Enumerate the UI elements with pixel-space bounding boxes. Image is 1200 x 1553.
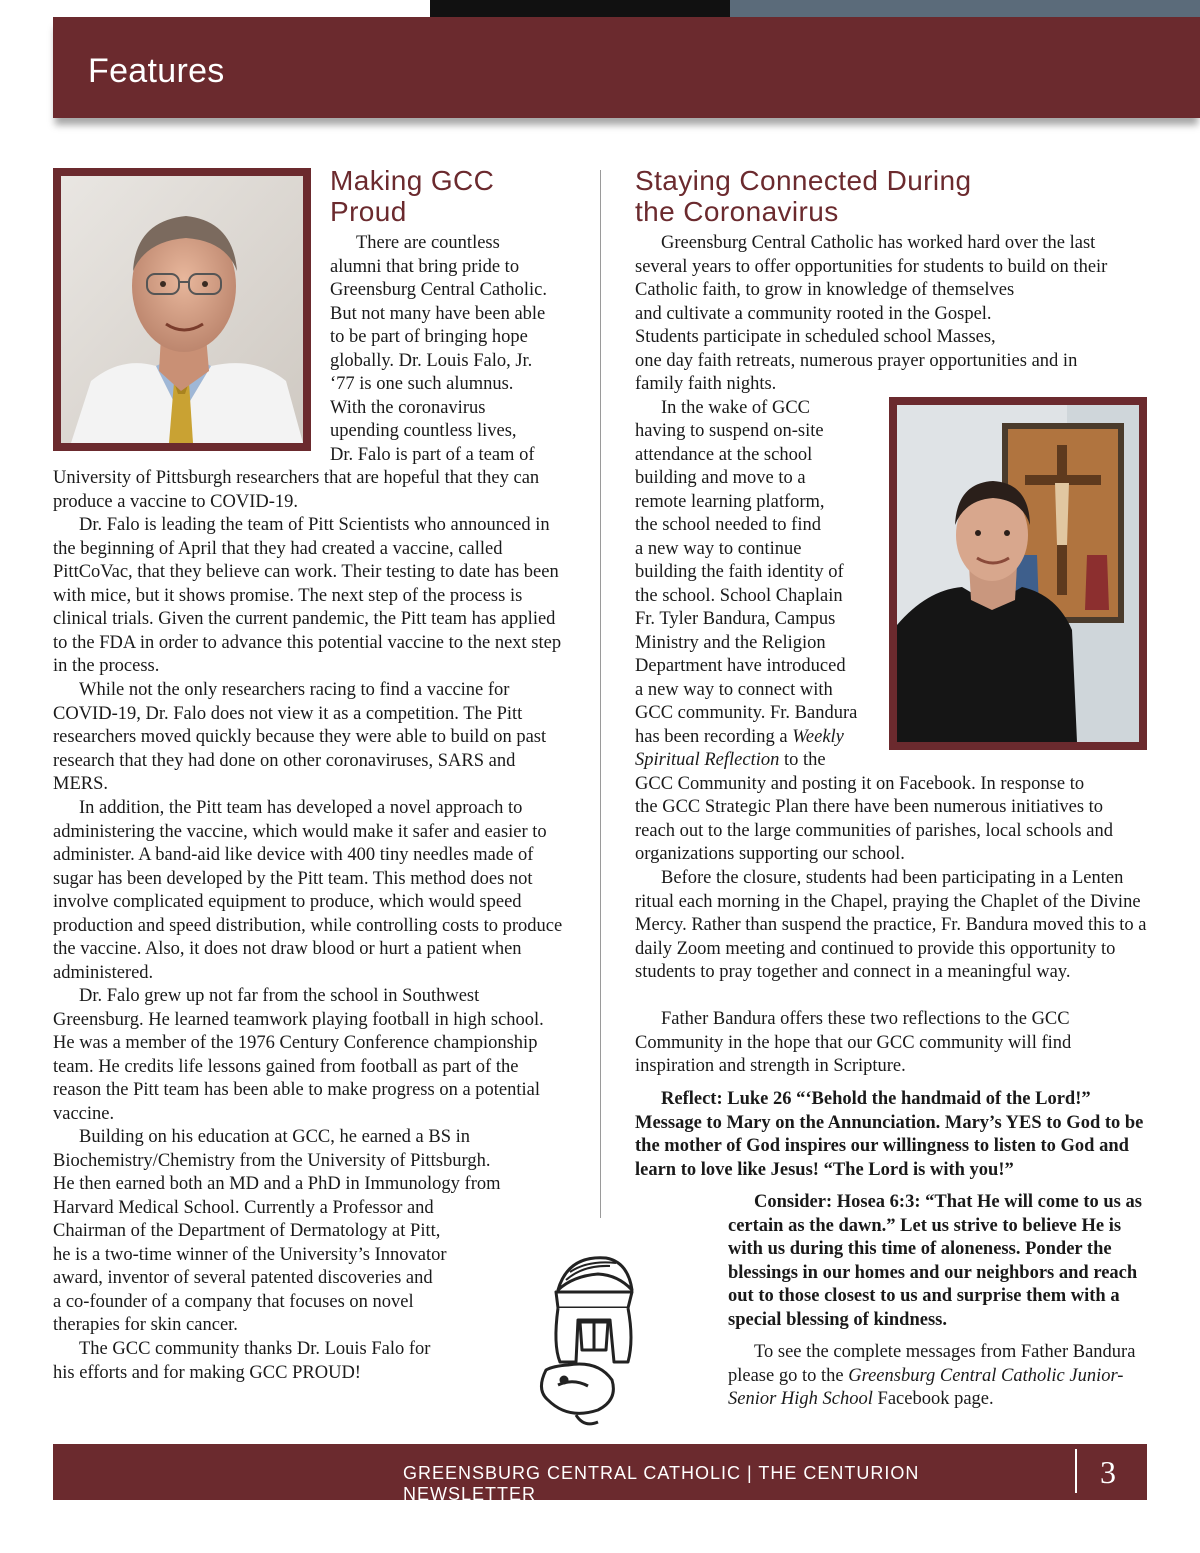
text-line: the school. School Chaplain: [635, 585, 843, 606]
headline-line-1: Staying Connected During: [635, 165, 972, 196]
text-line: his efforts and for making GCC PROUD!: [53, 1362, 361, 1383]
text-line: Department have introduced: [635, 656, 846, 676]
italic-title-part: Spiritual Reflection: [635, 750, 780, 770]
closing-paragraph: [728, 1341, 1146, 1412]
text-line: one day faith retreats, numerous prayer opportunities and in: [635, 350, 1078, 371]
consider-block: Consider: Hosea 6:3: “That He will come to us as certain as the dawn.” Let us strive to believe He is with us during this time of aloneness. Ponder the blessings in our homes and our neighbors and reach out to those closest to us and surprise them with a special blessing of kindness.: [728, 1192, 1142, 1330]
bandura-photo: [889, 397, 1147, 750]
text-line: [635, 749, 826, 773]
text-line: GCC Community and posting it on Facebook. In response to: [635, 773, 1085, 794]
text-line: The GCC community thanks Dr. Louis Falo for: [79, 1339, 431, 1359]
header-band: [53, 17, 1200, 118]
text-line: Students participate in scheduled school Masses,: [635, 327, 996, 347]
text-run: has been recording a: [635, 726, 793, 747]
text-line: attendance at the school: [635, 444, 813, 465]
text-line: the GCC Strategic Plan there have been numerous initiatives to: [635, 797, 1104, 817]
text-line: remote learning platform,: [635, 491, 825, 512]
text-line: upending countless lives,: [330, 421, 517, 441]
right-paragraph-4: Father Bandura offers these two reflections to the GCC Community in the hope that our GCC community will find inspiration and strength in Scripture.: [635, 1009, 1072, 1076]
footer-divider: [1075, 1449, 1077, 1493]
text-line: Fr. Tyler Bandura, Campus: [635, 609, 836, 629]
text-line: GCC community. Fr. Bandura: [635, 703, 858, 723]
column-divider: [600, 170, 601, 1218]
text-line: There are countless: [356, 233, 500, 253]
text-line: Catholic faith, to grow in knowledge of themselves: [635, 280, 1015, 300]
falo-photo: [53, 168, 311, 451]
portrait-illustration: [61, 176, 303, 443]
reflect-block: Reflect: Luke 26 “‘Behold the handmaid of the Lord!” Message to Mary on the Annunciation. Mary’s YES to God to be the mother of God inspires our willingness to listen to God and learn to love like Jesus! “The Lord is with you!”: [635, 1089, 1144, 1180]
right-paragraph-3: Before the closure, students had been participating in a Lenten ritual each morning in the Chapel, praying the Chaplet of the Divine Mercy. Rather than suspend the practice, Fr. Bandura moved this to a daily Zoom meeting and continued to provide this opportunity to students to pray together and connect in a meaningful way.: [635, 868, 1147, 982]
text-line: several years to offer opportunities for students to build on their: [635, 256, 1108, 277]
text-line: therapies for skin cancer.: [53, 1315, 238, 1335]
text-line: having to suspend on-site: [635, 421, 824, 441]
text-line: He then earned both an MD and a PhD in Immunology from: [53, 1174, 501, 1194]
text-run: To see the complete messages from Father Bandura please go to the: [728, 1342, 1136, 1386]
text-line: Ministry and the Religion: [635, 632, 826, 653]
text-line: Greensburg Central Catholic.: [330, 280, 547, 300]
text-line: organizations supporting our school.: [635, 844, 905, 864]
headline-making-gcc-proud: [330, 165, 494, 227]
headline-line-1: Making GCC: [330, 165, 495, 196]
left-paragraph-3: While not the only researchers racing to find a vaccine for COVID-19, Dr. Falo does not view it as a competition. The Pitt researchers moved quickly because they were able to build on past research that they had done on other coronaviruses, SARS and MERS.: [53, 680, 547, 794]
text-line: Greensburg Central Catholic has worked hard over the last: [661, 233, 1096, 253]
page-number: 3: [1100, 1454, 1116, 1490]
headline-line-2: the Coronavirus: [635, 196, 839, 227]
left-paragraph-1-tail: University of Pittsburgh researchers that are hopeful that they can produce a vaccine to COVID-19.: [53, 468, 540, 512]
text-run: Facebook page.: [872, 1389, 994, 1409]
text-line: family faith nights.: [635, 374, 777, 394]
text-line: award, inventor of several patented discoveries and: [53, 1268, 433, 1288]
text-line: globally. Dr. Louis Falo, Jr.: [330, 350, 533, 371]
header-accent-bar: [430, 0, 730, 17]
section-title: Features: [88, 52, 225, 90]
text-line: he is a two-time winner of the University’s Innovator: [53, 1244, 447, 1265]
text-line: a new way to connect with: [635, 679, 833, 700]
text-line: Building on his education at GCC, he earned a BS in: [79, 1127, 471, 1147]
text-line: But not many have been able: [330, 303, 546, 324]
italic-title-part: Weekly: [792, 726, 844, 747]
text-line: [635, 726, 844, 750]
text-line: to be part of bringing hope: [330, 327, 528, 347]
text-line: In the wake of GCC: [661, 397, 810, 418]
text-line: building and move to a: [635, 468, 806, 488]
text-line: a co-founder of a company that focuses on novel: [53, 1291, 414, 1312]
text-line: and cultivate a community rooted in the Gospel.: [635, 303, 992, 324]
text-line: With the coronavirus: [330, 397, 486, 418]
text-line: ‘77 is one such alumnus.: [330, 374, 514, 394]
centurion-helmet-mascot-icon: [528, 1250, 640, 1432]
text-line: a new way to continue: [635, 538, 802, 559]
headline-staying-connected: [635, 165, 971, 227]
text-line: Biochemistry/Chemistry from the University of Pittsburgh.: [53, 1150, 491, 1171]
left-paragraph-4: In addition, the Pitt team has developed a novel approach to administering the vaccine, which would make it safer and easier to administer. A band-aid like device with 400 tiny needles made of sugar has been developed by the Pitt team. This method does not involve complicated equipment to produce, which would speed production and speed distribution, while controlling costs to produce the vaccine. Also, it does not draw blood or hurt a patient when administered.: [53, 798, 563, 983]
text-line: Chairman of the Department of Dermatology at Pitt,: [53, 1221, 441, 1241]
italic-school-name: Greensburg Central Catholic Junior-Senior High School: [728, 1365, 1124, 1409]
text-line: building the faith identity of: [635, 562, 844, 582]
portrait-illustration: [897, 405, 1139, 742]
headline-line-2: Proud: [330, 196, 407, 227]
footer-publication: GREENSBURG CENTRAL CATHOLIC | THE CENTURION NEWSLETTER: [403, 1463, 920, 1504]
text-line: the school needed to find: [635, 515, 821, 535]
left-paragraph-5: Dr. Falo grew up not far from the school in Southwest Greensburg. He learned teamwork playing football in high school. He was a member of the 1976 Century Conference championship team. He credits life lessons gained from football as part of the reason the Pitt team has been able to make progress on a potential vaccine.: [53, 986, 544, 1124]
text-line: reach out to the large communities of parishes, local schools and: [635, 820, 1113, 841]
text-line: Dr. Falo is part of a team of: [330, 444, 535, 465]
left-paragraph-2: Dr. Falo is leading the team of Pitt Scientists who announced in the beginning of April that they had created a vaccine, called PittCoVac, that they believe can work. Their testing to date has been with mice, but it shows promise. The next step of the process is clinical trials. Given the current pandemic, the Pitt team has applied to the FDA in order to advance this potential vaccine to the next step in the process.: [53, 515, 562, 676]
text-run: to the: [779, 750, 826, 770]
text-line: alumni that bring pride to: [330, 256, 520, 277]
text-line: Harvard Medical School. Currently a Professor and: [53, 1197, 434, 1218]
